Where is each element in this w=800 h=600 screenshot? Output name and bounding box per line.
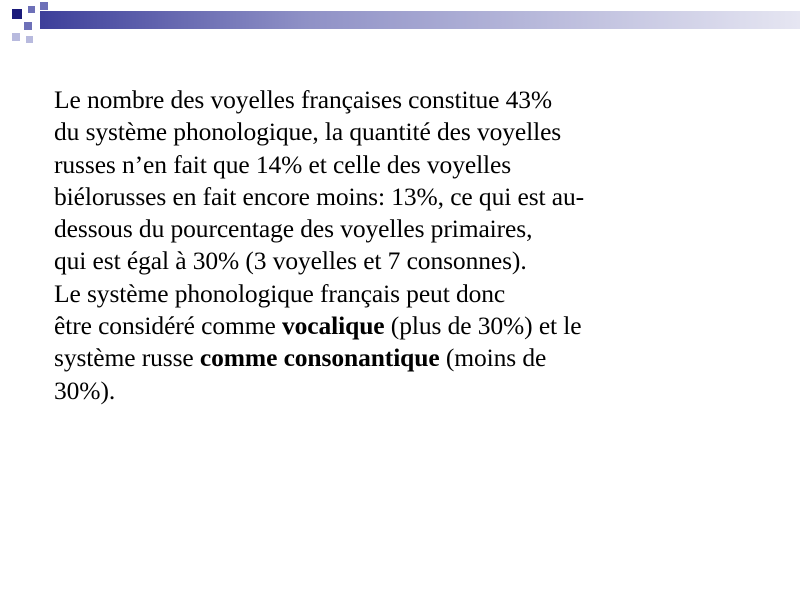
- text-line-5: dessous du pourcentage des voyelles primaires,: [54, 214, 533, 244]
- corner-square-top-left: [12, 9, 22, 19]
- corner-square-middle: [24, 22, 32, 30]
- text-line-4: biélorusses en fait encore moins: 13%, ce qui est au-: [54, 181, 585, 211]
- text-line-9-start: système russe: [54, 343, 200, 373]
- text-line-8-end: (plus de 30%) et le: [384, 311, 582, 341]
- gradient-header-bar: [40, 11, 800, 29]
- text-line-8-start: être considéré comme: [54, 311, 282, 341]
- corner-square-bottom-right: [26, 36, 33, 43]
- text-line-10: 30%).: [54, 375, 116, 405]
- text-line-6: qui est égal à 30% (3 voyelles et 7 consonnes).: [54, 246, 527, 276]
- text-line-2: du système phonologique, la quantité des voyelles: [54, 117, 562, 147]
- corner-square-upper-middle: [28, 6, 35, 13]
- text-line-8: [54, 310, 754, 342]
- text-line-9-end: (moins de: [439, 343, 547, 373]
- slide-header-decoration: [0, 0, 800, 60]
- corner-square-bottom-left: [12, 33, 20, 41]
- text-line-1: Le nombre des voyelles françaises constitue 43%: [54, 85, 553, 114]
- slide-body-text: [54, 84, 754, 407]
- corner-square-top-right: [40, 2, 48, 10]
- text-line-3: russes n’en fait que 14% et celle des voyelles: [54, 149, 512, 179]
- text-line-9: [54, 342, 754, 374]
- term-vocalique: vocalique: [282, 311, 385, 341]
- header-decoration-graphic: [0, 0, 800, 60]
- term-consonantique: comme consonantique: [199, 343, 440, 373]
- text-line-7: Le système phonologique français peut donc: [54, 278, 506, 308]
